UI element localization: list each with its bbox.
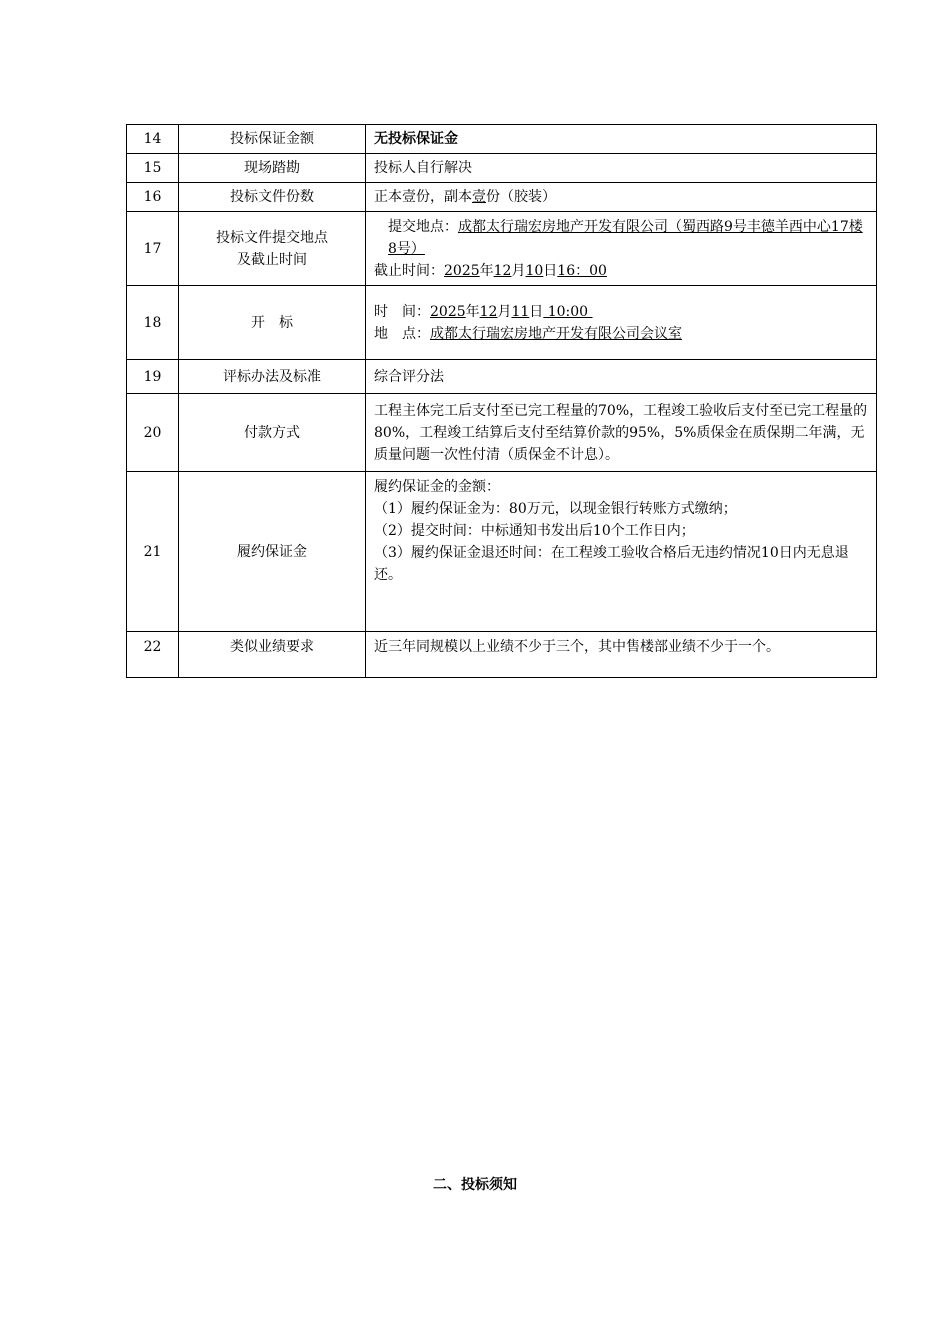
row-number: 21	[127, 472, 179, 632]
row-content: 工程主体完工后支付至已完工程量的70%，工程竣工验收后支付至已完工程量的80%，工程竣工结算后支付至结算价款的95%，5%质保金在质保期二年满，无质量问题一次性付清（质保金不计息）。	[366, 394, 877, 472]
item-line: 及截止时间	[237, 251, 307, 268]
row-number: 14	[127, 125, 179, 154]
copies-count: 壹	[472, 189, 486, 205]
bond-line: （1）履约保证金为：80万元，以现金银行转账方式缴纳；	[374, 501, 737, 517]
time-month-unit: 月	[497, 303, 512, 320]
time-day: 11	[511, 303, 530, 320]
place-value: 成都太行瑞宏房地产开发有限公司会议室	[430, 325, 682, 342]
copies-suffix: 份（胶装）	[486, 189, 556, 205]
copies-prefix: 正本壹份，副本	[374, 189, 472, 205]
deadline-time: 16：00	[557, 262, 607, 279]
row-item: 付款方式	[179, 394, 366, 472]
time-month: 12	[479, 303, 498, 320]
table-row	[127, 632, 877, 678]
table-row	[127, 472, 877, 632]
row-content: 无投标保证金	[366, 125, 877, 154]
row-content	[366, 286, 877, 360]
time-year-unit: 年	[465, 303, 480, 320]
table-row	[127, 394, 877, 472]
opening-place	[374, 323, 868, 345]
row-item: 开 标	[179, 286, 366, 360]
table-row	[127, 183, 877, 212]
row-item: 评标办法及标准	[179, 360, 366, 394]
table-row	[127, 125, 877, 154]
table-row	[127, 154, 877, 183]
table-row	[127, 286, 877, 360]
deadline-day: 10	[525, 262, 544, 279]
row-content: 近三年同规模以上业绩不少于三个，其中售楼部业绩不少于一个。	[366, 632, 877, 678]
row-content: 综合评分法	[366, 360, 877, 394]
row-content	[366, 183, 877, 212]
row-number: 20	[127, 394, 179, 472]
row-item: 现场踏勘	[179, 154, 366, 183]
address-value: 成都太行瑞宏房地产开发有限公司（蜀西路9号丰德羊西中心17楼8号）	[388, 218, 863, 257]
time-clock: 10:00	[543, 303, 593, 320]
time-label: 时 间：	[374, 303, 430, 320]
row-item: 投标文件份数	[179, 183, 366, 212]
address-label: 提交地点：	[388, 218, 458, 235]
row-content: 投标人自行解决	[366, 154, 877, 183]
bond-line: （2）提交时间：中标通知书发出后10个工作日内；	[374, 523, 695, 539]
deadline-year: 2025	[444, 262, 480, 279]
submission-address	[374, 216, 868, 260]
tender-info-table	[126, 124, 877, 678]
opening-time	[374, 301, 868, 323]
row-number: 17	[127, 212, 179, 286]
time-year: 2025	[430, 303, 466, 320]
row-item	[179, 212, 366, 286]
bond-line: （3）履约保证金退还时间：在工程竣工验收合格后无违约情况10日内无息退还。	[374, 545, 849, 583]
place-label: 地 点：	[374, 325, 430, 342]
row-number: 22	[127, 632, 179, 678]
time-day-unit: 日	[529, 303, 544, 320]
row-item: 类似业绩要求	[179, 632, 366, 678]
submission-deadline	[374, 260, 868, 282]
row-item: 投标保证金额	[179, 125, 366, 154]
deadline-day-unit: 日	[543, 262, 558, 279]
table-row	[127, 212, 877, 286]
row-content	[366, 472, 877, 632]
deadline-month: 12	[493, 262, 512, 279]
row-number: 18	[127, 286, 179, 360]
row-item: 履约保证金	[179, 472, 366, 632]
row-content	[366, 212, 877, 286]
row-number: 19	[127, 360, 179, 394]
bond-line: 履约保证金的金额：	[374, 479, 500, 495]
deadline-year-unit: 年	[479, 262, 494, 279]
table-row	[127, 360, 877, 394]
section-heading: 二、投标须知	[433, 1177, 517, 1193]
deadline-month-unit: 月	[511, 262, 526, 279]
deadline-label: 截止时间：	[374, 262, 444, 279]
item-line: 投标文件提交地点	[216, 229, 328, 246]
row-number: 15	[127, 154, 179, 183]
row-number: 16	[127, 183, 179, 212]
